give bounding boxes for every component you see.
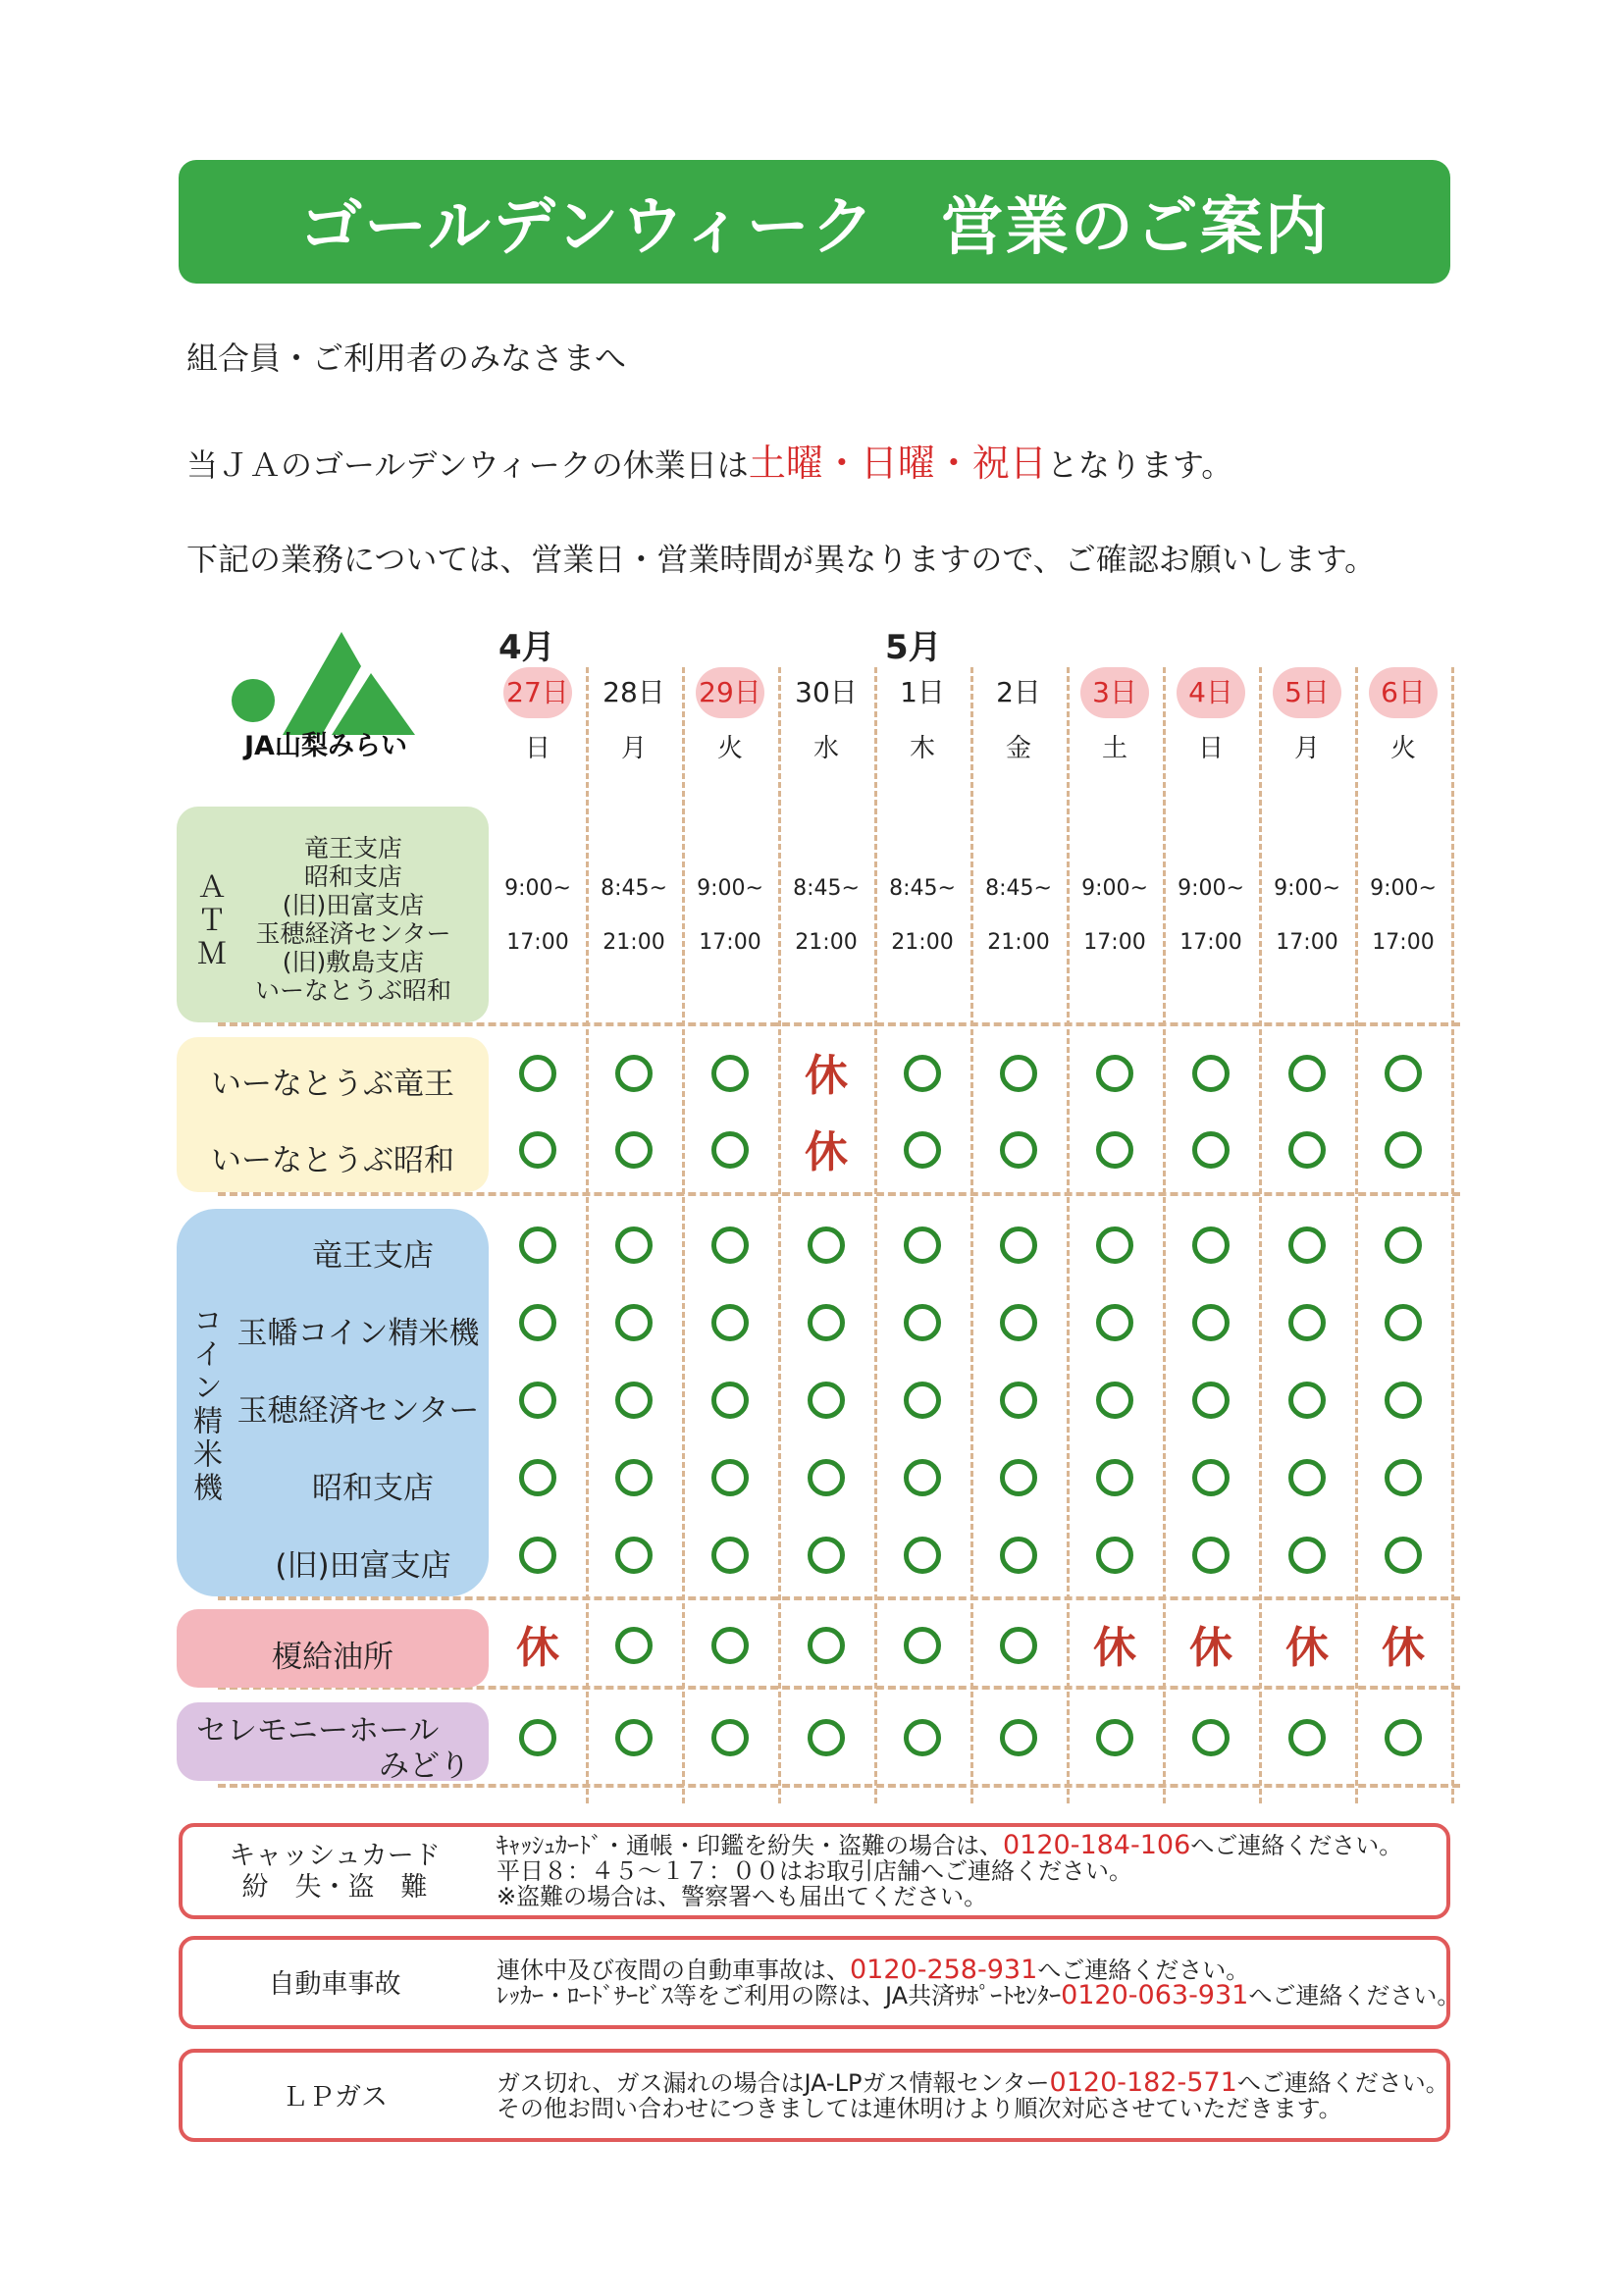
atm-close-time: 17:00 xyxy=(1179,930,1242,955)
info-line xyxy=(497,1858,1402,1884)
inaka-row-cell xyxy=(683,1055,777,1096)
closed-mark: 休 xyxy=(516,1623,559,1673)
day-header xyxy=(779,667,873,764)
open-mark-icon xyxy=(519,1459,556,1496)
info-line-text: へご連絡ください。 xyxy=(1236,2069,1449,2097)
weekday-label: 月 xyxy=(1293,734,1320,763)
open-mark-icon xyxy=(615,1459,653,1496)
inaka-row-cell xyxy=(1260,1055,1354,1096)
info-title-line: 自動車事故 xyxy=(268,1969,401,2000)
info-title-line: 紛 失・盗 難 xyxy=(241,1872,428,1903)
coin-row-cell xyxy=(1068,1459,1162,1500)
day-header xyxy=(971,667,1066,764)
open-mark-icon xyxy=(808,1459,845,1496)
atm-close-time: 17:00 xyxy=(1083,930,1146,955)
inaka-row-cell xyxy=(779,1127,873,1177)
coin-row-cell xyxy=(683,1304,777,1345)
open-mark-icon xyxy=(1288,1719,1326,1756)
coin-row-cell xyxy=(491,1459,585,1500)
coin-row-cell xyxy=(875,1382,969,1423)
oil-row-cell xyxy=(683,1627,777,1668)
coin-row-cell xyxy=(683,1537,777,1578)
coin-row-cell xyxy=(1164,1382,1258,1423)
inaka-row-cell xyxy=(779,1051,873,1101)
open-mark-icon xyxy=(904,1055,941,1092)
atm-open-time: 9:00~ xyxy=(1081,876,1148,901)
open-mark-icon xyxy=(711,1459,749,1496)
atm-close-time: 17:00 xyxy=(699,930,761,955)
coin-row-cell xyxy=(971,1382,1066,1423)
info-box-text xyxy=(497,1957,1460,2009)
coin-row-cell xyxy=(779,1459,873,1500)
open-mark-icon xyxy=(615,1382,653,1419)
date-label: 4日 xyxy=(1177,667,1245,718)
open-mark-icon xyxy=(1385,1131,1422,1169)
greeting: 組合員・ご利用者のみなさまへ xyxy=(186,339,627,377)
oil-row-cell xyxy=(1356,1623,1450,1673)
open-mark-icon xyxy=(1192,1382,1230,1419)
date-label: 28日 xyxy=(602,676,665,708)
open-mark-icon xyxy=(615,1627,653,1664)
ceremony-row-cell xyxy=(1260,1719,1354,1760)
atm-close-time: 21:00 xyxy=(602,930,665,955)
day-header xyxy=(1068,667,1162,764)
info-title-line: キャッシュカード xyxy=(229,1841,441,1871)
ceremony-row-cell xyxy=(971,1719,1066,1760)
day-header xyxy=(683,667,777,764)
open-mark-icon xyxy=(808,1719,845,1756)
atm-open-time: 8:45~ xyxy=(793,876,860,901)
logo-text: JA山梨みらい xyxy=(244,731,407,761)
day-header xyxy=(875,667,969,764)
info-line-text: 平日８：４５～１７：００はお取引店舗へご連絡ください。 xyxy=(497,1857,1132,1885)
date-label: 2日 xyxy=(996,676,1041,708)
inaka-row-label: いーなとうぶ昭和 xyxy=(211,1143,454,1178)
coin-row-label: 玉幡コイン精米機 xyxy=(236,1316,480,1351)
weekday-label: 金 xyxy=(1005,734,1031,763)
weekday-label: 月 xyxy=(620,734,647,763)
notice-suffix: となります。 xyxy=(1046,446,1233,484)
info-line-text: へご連絡ください。 xyxy=(1037,1957,1250,1984)
open-mark-icon xyxy=(1192,1055,1230,1092)
coin-row-cell xyxy=(587,1459,681,1500)
open-mark-icon xyxy=(1096,1226,1133,1264)
open-mark-icon xyxy=(711,1226,749,1264)
coin-row-cell xyxy=(1164,1304,1258,1345)
atm-close-time: 17:00 xyxy=(506,930,569,955)
info-line xyxy=(497,1830,1403,1860)
open-mark-icon xyxy=(519,1131,556,1169)
coin-rice-label: コイン精米機 xyxy=(187,1305,222,1505)
business-note: 下記の業務については、営業日・営業時間が異なりますので、ご確認お願いします。 xyxy=(186,541,1377,578)
day-header xyxy=(587,667,681,764)
closed-mark: 休 xyxy=(1285,1623,1329,1673)
inaka-row-cell xyxy=(491,1055,585,1096)
atm-open-time: 9:00~ xyxy=(1370,876,1437,901)
open-mark-icon xyxy=(615,1537,653,1574)
info-line xyxy=(497,2067,1449,2098)
inaka-row-cell xyxy=(1260,1131,1354,1173)
open-mark-icon xyxy=(1385,1226,1422,1264)
notice-prefix: 当ＪＡのゴールデンウィークの休業日は xyxy=(186,446,749,484)
coin-row-cell xyxy=(683,1226,777,1268)
coin-row-cell xyxy=(779,1304,873,1345)
info-box-text xyxy=(497,1830,1403,1910)
oil-row-cell xyxy=(587,1627,681,1668)
coin-row-cell xyxy=(1356,1226,1450,1268)
open-mark-icon xyxy=(1385,1719,1422,1756)
open-mark-icon xyxy=(615,1226,653,1264)
inaka-row-label: いーなとうぶ竜王 xyxy=(211,1067,454,1102)
info-box-title xyxy=(183,2082,487,2113)
atm-branch: (旧)敷島支店 xyxy=(282,948,425,976)
open-mark-icon xyxy=(615,1131,653,1169)
open-mark-icon xyxy=(1288,1304,1326,1341)
ceremony-row-cell xyxy=(1356,1719,1450,1760)
info-box-title xyxy=(183,1969,487,2001)
info-line xyxy=(497,2096,1449,2121)
coin-row-cell xyxy=(1164,1459,1258,1500)
coin-row-cell xyxy=(971,1537,1066,1578)
atm-branch: いーなとうぶ昭和 xyxy=(254,976,451,1005)
open-mark-icon xyxy=(519,1537,556,1574)
coin-row-cell xyxy=(587,1537,681,1578)
closed-mark: 休 xyxy=(805,1051,848,1101)
atm-open-time: 9:00~ xyxy=(1178,876,1244,901)
ceremony-row-label: セレモニーホール xyxy=(196,1713,440,1748)
ceremony-row-cell xyxy=(683,1719,777,1760)
column-divider xyxy=(1451,667,1454,1803)
coin-row-cell xyxy=(875,1304,969,1345)
inaka-row-cell xyxy=(1164,1055,1258,1096)
date-label: 27日 xyxy=(503,667,572,718)
day-header xyxy=(1164,667,1258,764)
inaka-row-cell xyxy=(971,1055,1066,1096)
ceremony-row-cell xyxy=(875,1719,969,1760)
coin-row-label: (旧)田富支店 xyxy=(275,1548,451,1584)
ceremony-row-cell xyxy=(491,1719,585,1760)
info-line-text: へご連絡ください。 xyxy=(1190,1832,1403,1859)
info-title-line: ＬＰガス xyxy=(282,2082,388,2113)
open-mark-icon xyxy=(1000,1537,1037,1574)
open-mark-icon xyxy=(1288,1226,1326,1264)
date-label: 3日 xyxy=(1080,667,1149,718)
coin-row-cell xyxy=(1356,1537,1450,1578)
phone-number: 0120-184-106 xyxy=(1003,1830,1191,1860)
phone-number: 0120-182-571 xyxy=(1049,2067,1237,2098)
open-mark-icon xyxy=(1096,1382,1133,1419)
atm-branch: (旧)田富支店 xyxy=(282,891,425,919)
open-mark-icon xyxy=(1000,1131,1037,1169)
day-header xyxy=(1260,667,1354,764)
ceremony-row-cell xyxy=(779,1719,873,1760)
open-mark-icon xyxy=(904,1627,941,1664)
inaka-row-cell xyxy=(1068,1055,1162,1096)
atm-close-time: 21:00 xyxy=(987,930,1050,955)
open-mark-icon xyxy=(1096,1131,1133,1169)
inaka-row-cell xyxy=(491,1131,585,1173)
coin-row-cell xyxy=(1356,1382,1450,1423)
month-may: 5月 xyxy=(885,628,942,667)
open-mark-icon xyxy=(711,1131,749,1169)
coin-row-cell xyxy=(491,1537,585,1578)
coin-row-cell xyxy=(971,1459,1066,1500)
info-line-text: その他お問い合わせにつきましては連休明けより順次対応させていただきます。 xyxy=(497,2095,1342,2122)
open-mark-icon xyxy=(615,1055,653,1092)
open-mark-icon xyxy=(711,1537,749,1574)
open-mark-icon xyxy=(1192,1537,1230,1574)
inaka-row-cell xyxy=(875,1131,969,1173)
oil-row-cell xyxy=(1260,1623,1354,1673)
phone-number: 0120-258-931 xyxy=(850,1955,1038,1985)
open-mark-icon xyxy=(519,1382,556,1419)
coin-row-cell xyxy=(779,1382,873,1423)
coin-row-cell xyxy=(683,1459,777,1500)
closed-mark: 休 xyxy=(805,1127,848,1177)
open-mark-icon xyxy=(1096,1304,1133,1341)
oil-row-cell xyxy=(779,1627,873,1668)
atm-close-time: 17:00 xyxy=(1372,930,1435,955)
open-mark-icon xyxy=(1288,1382,1326,1419)
coin-row-label: 玉穂経済センター xyxy=(236,1393,480,1429)
inaka-row-cell xyxy=(1356,1131,1450,1173)
open-mark-icon xyxy=(711,1304,749,1341)
oil-row-cell xyxy=(491,1623,585,1673)
weekday-label: 木 xyxy=(909,734,935,763)
coin-row-cell xyxy=(971,1226,1066,1268)
open-mark-icon xyxy=(519,1719,556,1756)
open-mark-icon xyxy=(1000,1459,1037,1496)
info-box xyxy=(179,1936,1461,2029)
inaka-row-cell xyxy=(875,1055,969,1096)
open-mark-icon xyxy=(519,1055,556,1092)
open-mark-icon xyxy=(1288,1459,1326,1496)
date-label: 30日 xyxy=(795,676,858,708)
atm-open-time: 9:00~ xyxy=(1274,876,1340,901)
open-mark-icon xyxy=(1385,1304,1422,1341)
coin-row-cell xyxy=(1260,1459,1354,1500)
coin-row-cell xyxy=(875,1459,969,1500)
coin-row-cell xyxy=(1260,1382,1354,1423)
ceremony-row-cell xyxy=(587,1719,681,1760)
open-mark-icon xyxy=(904,1131,941,1169)
open-mark-icon xyxy=(904,1459,941,1496)
oil-row-cell xyxy=(875,1627,969,1668)
open-mark-icon xyxy=(711,1382,749,1419)
coin-row-cell xyxy=(1356,1304,1450,1345)
ceremony-row-cell xyxy=(1068,1719,1162,1760)
phone-number: 0120-063-931 xyxy=(1061,1980,1249,2010)
open-mark-icon xyxy=(808,1627,845,1664)
open-mark-icon xyxy=(1385,1055,1422,1092)
open-mark-icon xyxy=(1192,1719,1230,1756)
closed-mark: 休 xyxy=(1189,1623,1232,1673)
coin-row-cell xyxy=(1068,1226,1162,1268)
open-mark-icon xyxy=(904,1226,941,1264)
coin-row-cell xyxy=(1068,1382,1162,1423)
coin-row-cell xyxy=(1260,1226,1354,1268)
weekday-label: 火 xyxy=(1389,734,1416,763)
atm-branch: 昭和支店 xyxy=(303,862,402,891)
open-mark-icon xyxy=(1192,1131,1230,1169)
atm-open-time: 8:45~ xyxy=(601,876,667,901)
open-mark-icon xyxy=(1192,1304,1230,1341)
date-label: 29日 xyxy=(696,667,764,718)
coin-row-cell xyxy=(1164,1226,1258,1268)
info-line xyxy=(497,1980,1461,2010)
open-mark-icon xyxy=(1096,1719,1133,1756)
open-mark-icon xyxy=(904,1304,941,1341)
coin-row-cell xyxy=(587,1226,681,1268)
date-label: 1日 xyxy=(900,676,945,708)
info-line-text: へご連絡ください。 xyxy=(1248,1982,1461,2009)
info-line-text: ﾚｯｶｰ・ﾛｰﾄﾞｻｰﾋﾞｽ等をご利用の際は、JA共済ｻﾎﾟｰﾄｾﾝﾀｰ xyxy=(497,1982,1062,2009)
coin-row-cell xyxy=(683,1382,777,1423)
atm-open-time: 9:00~ xyxy=(504,876,571,901)
atm-open-time: 8:45~ xyxy=(889,876,956,901)
open-mark-icon xyxy=(808,1537,845,1574)
atm-label: ＡＴＭ xyxy=(191,871,226,971)
coin-row-cell xyxy=(491,1304,585,1345)
coin-row-cell xyxy=(1260,1304,1354,1345)
open-mark-icon xyxy=(1288,1055,1326,1092)
coin-row-cell xyxy=(587,1382,681,1423)
info-line-text: 連休中及び夜間の自動車事故は、 xyxy=(497,1957,850,1984)
open-mark-icon xyxy=(1096,1459,1133,1496)
day-header xyxy=(1356,667,1450,764)
coin-row-label: 竜王支店 xyxy=(312,1238,434,1274)
open-mark-icon xyxy=(1385,1537,1422,1574)
coin-row-cell xyxy=(971,1304,1066,1345)
info-box xyxy=(179,1823,1450,1919)
weekday-label: 土 xyxy=(1101,734,1127,763)
weekday-label: 火 xyxy=(716,734,743,763)
oil-row-cell xyxy=(971,1627,1066,1668)
open-mark-icon xyxy=(1000,1382,1037,1419)
closed-mark: 休 xyxy=(1093,1623,1136,1673)
day-header xyxy=(491,667,585,764)
ceremony-row-cell xyxy=(1164,1719,1258,1760)
open-mark-icon xyxy=(519,1304,556,1341)
atm-open-time: 9:00~ xyxy=(697,876,763,901)
weekday-label: 日 xyxy=(524,734,550,763)
atm-branch: 竜王支店 xyxy=(303,834,402,862)
open-mark-icon xyxy=(904,1537,941,1574)
info-line-text: ガス切れ、ガス漏れの場合はJA-LPガス情報センター xyxy=(497,2069,1050,2097)
weekday-label: 日 xyxy=(1197,734,1224,763)
open-mark-icon xyxy=(1000,1304,1037,1341)
coin-row-cell xyxy=(875,1537,969,1578)
oil-row-label: 榎給油所 xyxy=(272,1640,393,1675)
open-mark-icon xyxy=(1288,1131,1326,1169)
open-mark-icon xyxy=(1096,1055,1133,1092)
inaka-row-cell xyxy=(587,1131,681,1173)
open-mark-icon xyxy=(711,1627,749,1664)
coin-row-cell xyxy=(1068,1304,1162,1345)
oil-row-cell xyxy=(1164,1623,1258,1673)
coin-row-cell xyxy=(491,1382,585,1423)
atm-open-time: 8:45~ xyxy=(985,876,1052,901)
open-mark-icon xyxy=(904,1719,941,1756)
open-mark-icon xyxy=(808,1304,845,1341)
inaka-row-cell xyxy=(1356,1055,1450,1096)
atm-close-time: 21:00 xyxy=(891,930,954,955)
open-mark-icon xyxy=(615,1304,653,1341)
row-divider xyxy=(218,1022,1460,1026)
info-line xyxy=(497,1957,1460,1983)
open-mark-icon xyxy=(1000,1055,1037,1092)
closed-mark: 休 xyxy=(1382,1623,1425,1673)
open-mark-icon xyxy=(1000,1627,1037,1664)
open-mark-icon xyxy=(615,1719,653,1756)
inaka-row-cell xyxy=(587,1055,681,1096)
open-mark-icon xyxy=(808,1226,845,1264)
coin-row-cell xyxy=(1164,1537,1258,1578)
date-label: 5日 xyxy=(1273,667,1341,718)
weekday-label: 水 xyxy=(812,734,839,763)
open-mark-icon xyxy=(808,1382,845,1419)
info-box-title xyxy=(183,1841,487,1904)
open-mark-icon xyxy=(1385,1382,1422,1419)
coin-row-cell xyxy=(875,1226,969,1268)
coin-row-cell xyxy=(587,1304,681,1345)
atm-close-time: 21:00 xyxy=(795,930,858,955)
ceremony-row-label-sub: みどり xyxy=(379,1748,470,1784)
open-mark-icon xyxy=(1192,1226,1230,1264)
open-mark-icon xyxy=(1192,1459,1230,1496)
info-line xyxy=(497,1884,1402,1909)
info-box xyxy=(179,2049,1450,2142)
open-mark-icon xyxy=(1000,1719,1037,1756)
month-april: 4月 xyxy=(498,628,555,667)
info-line-text: ｷｬｯｼｭｶｰﾄﾞ・通帳・印鑑を紛失・盗難の場合は、 xyxy=(497,1832,1003,1859)
inaka-row-cell xyxy=(971,1131,1066,1173)
oil-row-cell xyxy=(1068,1623,1162,1673)
row-divider xyxy=(218,1192,1460,1196)
inaka-row-cell xyxy=(683,1131,777,1173)
atm-branch: 玉穂経済センター xyxy=(255,919,451,948)
open-mark-icon xyxy=(1385,1459,1422,1496)
coin-row-cell xyxy=(779,1537,873,1578)
open-mark-icon xyxy=(904,1382,941,1419)
open-mark-icon xyxy=(711,1055,749,1092)
info-box-text xyxy=(497,2067,1449,2122)
coin-row-cell xyxy=(1260,1537,1354,1578)
open-mark-icon xyxy=(1000,1226,1037,1264)
coin-row-cell xyxy=(491,1226,585,1268)
holiday-notice xyxy=(186,433,1232,487)
open-mark-icon xyxy=(1096,1537,1133,1574)
coin-row-label: 昭和支店 xyxy=(312,1471,434,1506)
info-line-text: ※盗難の場合は、警察署へも届出てください。 xyxy=(497,1883,988,1910)
open-mark-icon xyxy=(1288,1537,1326,1574)
inaka-row-cell xyxy=(1068,1131,1162,1173)
notice-highlight: 土曜・日曜・祝日 xyxy=(748,442,1047,485)
coin-row-cell xyxy=(779,1226,873,1268)
coin-row-cell xyxy=(1068,1537,1162,1578)
inaka-row-cell xyxy=(1164,1131,1258,1173)
coin-row-cell xyxy=(1356,1459,1450,1500)
open-mark-icon xyxy=(519,1226,556,1264)
date-label: 6日 xyxy=(1369,667,1438,718)
row-divider xyxy=(218,1596,1460,1600)
page-title: ゴールデンウィーク 営業のご案内 xyxy=(179,160,1450,284)
atm-close-time: 17:00 xyxy=(1276,930,1338,955)
open-mark-icon xyxy=(711,1719,749,1756)
